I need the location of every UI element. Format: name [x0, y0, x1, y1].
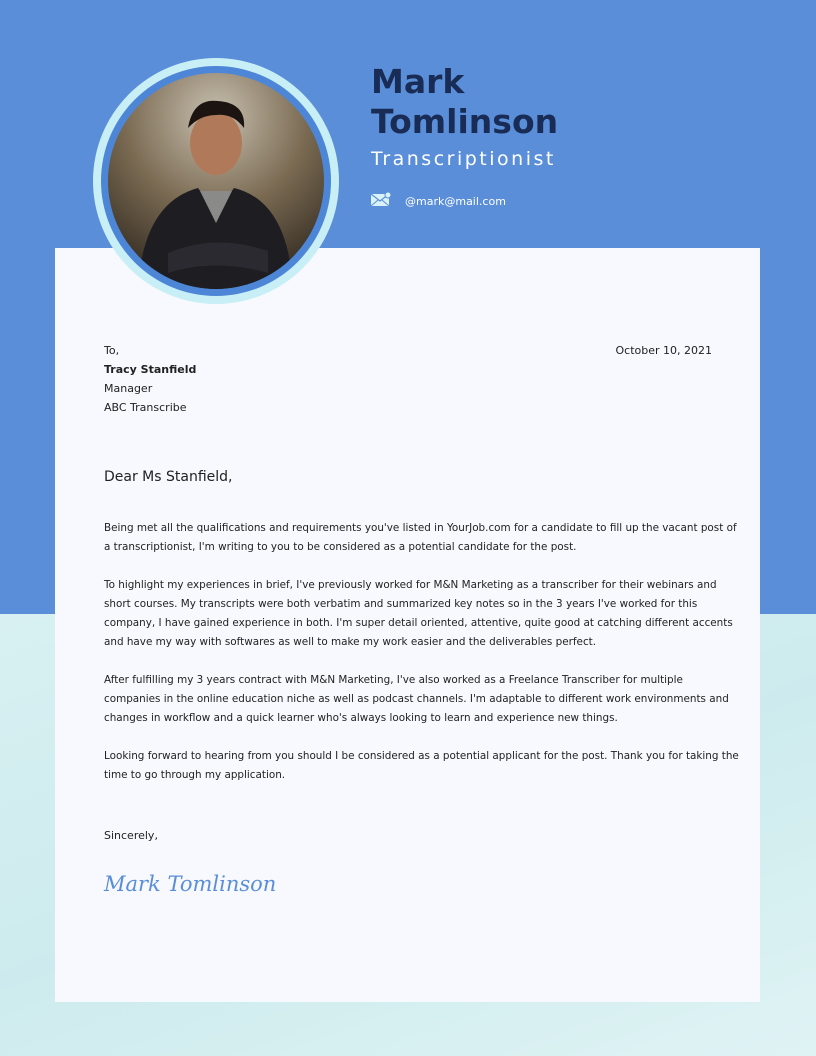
applicant-name: Mark Tomlinson [371, 62, 559, 141]
envelope-icon [371, 192, 391, 210]
job-title: Transcriptionist [371, 148, 556, 170]
paragraph: Looking forward to hearing from you should I be considered as a potential applicant for the post. Thank you for taking the time to go through my application. [104, 750, 739, 781]
profile-photo [108, 73, 324, 289]
paragraph: To highlight my experiences in brief, I've previously worked for M&N Marketing as a transcriber for their webinars and short courses. My transcripts were both verbatim and summarized key notes so in the 3 years I've worked for this company, I have gained experience in both. I'm super detail oriented, attentive, quite good at catching different accents and have my way with softwares as well to make my work easier and the deliverables perfect. [104, 579, 733, 648]
paragraph: After fulfilling my 3 years contract with M&N Marketing, I've also worked as a Freelance Transcriber for multiple companies in the online education niche as well as podcast channels. I'm adaptable to different work environments and changes in workflow and a quick learner who's always looking to learn and experience new things. [104, 674, 729, 724]
profile-photo-frame [93, 58, 339, 304]
recipient-name: Tracy Stanfield [104, 363, 197, 376]
recipient-block: To, Tracy Stanfield Manager ABC Transcribe [104, 341, 196, 417]
email-contact [371, 192, 506, 210]
letter-date: October 10, 2021 [615, 344, 712, 357]
paragraph: Being met all the qualifications and requirements you've listed in YourJob.com for a candidate to fill up the vacant post of a transcriptionist, I'm writing to you to be considered as a potential candidate for the post. [104, 522, 737, 553]
closing: Sincerely, [104, 829, 158, 842]
recipient-company: ABC Transcribe [104, 401, 187, 414]
signature: Mark Tomlinson [104, 872, 277, 896]
greeting: Dear Ms Stanfield, [104, 469, 233, 485]
recipient-position: Manager [104, 382, 153, 395]
email-address[interactable]: @mark@mail.com [405, 194, 506, 208]
